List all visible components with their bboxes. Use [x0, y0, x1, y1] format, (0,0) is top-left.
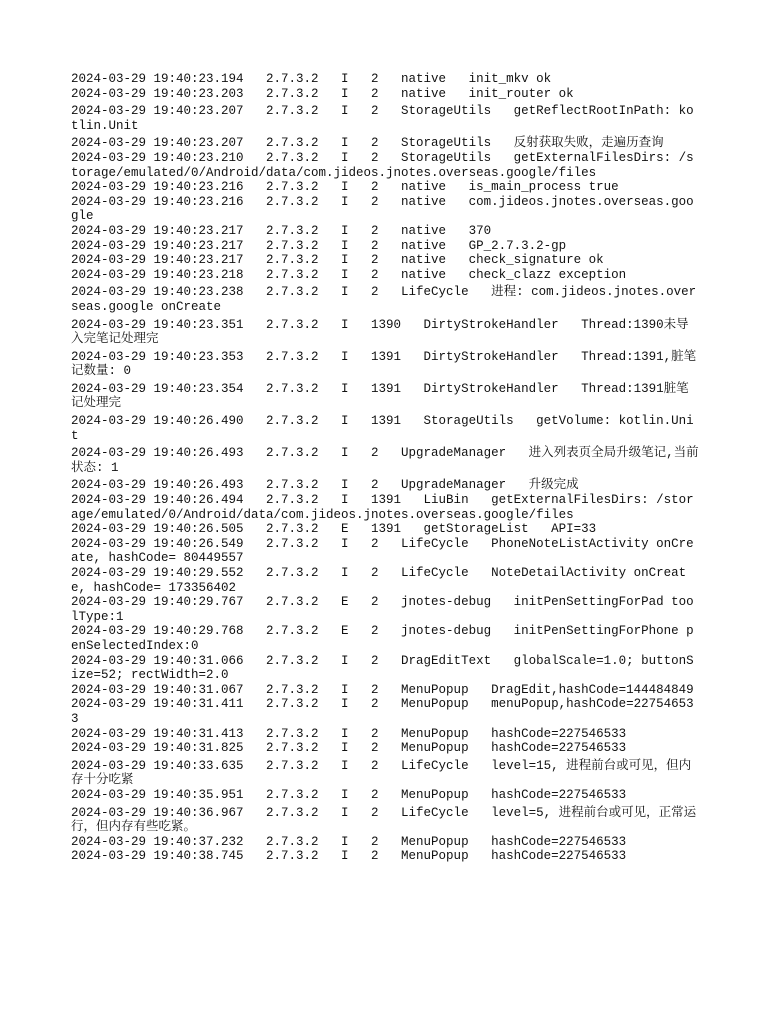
- log-line: 2024-03-29 19:40:23.218 2.7.3.2 I 2 native check_clazz exception: [71, 267, 627, 282]
- log-line: 2024-03-29 19:40:29.768 2.7.3.2 E 2 jnotes-debug initPenSettingForPhone penSelectedIndex:0: [71, 624, 694, 653]
- log-line: 2024-03-29 19:40:23.210 2.7.3.2 I 2 StorageUtils getExternalFilesDirs: /storage/emulated/0/Android/data/com.jideos.jnotes.overseas.google/files: [71, 150, 694, 180]
- log-line: 2024-03-29 19:40:23.353 2.7.3.2 I 1391 DirtyStrokeHandler Thread:1391,脏笔记数量: 0: [71, 349, 697, 379]
- log-line: 2024-03-29 19:40:23.207 2.7.3.2 I 2 StorageUtils getReflectRootInPath: kotlin.Unit: [71, 104, 694, 133]
- log-line: 2024-03-29 19:40:26.505 2.7.3.2 E 1391 getStorageList API=33: [71, 522, 597, 537]
- log-line: 2024-03-29 19:40:31.413 2.7.3.2 I 2 MenuPopup hashCode=227546533: [71, 726, 627, 741]
- log-document: [71, 72, 701, 864]
- log-line: 2024-03-29 19:40:29.767 2.7.3.2 E 2 jnotes-debug initPenSettingForPad toolType:1: [71, 595, 694, 624]
- log-line: 2024-03-29 19:40:26.549 2.7.3.2 I 2 LifeCycle PhoneNoteListActivity onCreate, hashCode= 80449557: [71, 536, 694, 566]
- log-line: 2024-03-29 19:40:26.490 2.7.3.2 I 1391 StorageUtils getVolume: kotlin.Unit: [71, 414, 694, 443]
- log-line: 2024-03-29 19:40:23.207 2.7.3.2 I 2 StorageUtils 反射获取失败，走遍历查询: [71, 136, 664, 151]
- log-line: 2024-03-29 19:40:23.216 2.7.3.2 I 2 native is_main_process true: [71, 180, 619, 195]
- log-line: 2024-03-29 19:40:26.493 2.7.3.2 I 2 UpgradeManager 进入列表页全局升级笔记,当前状态: 1: [71, 446, 699, 475]
- log-line: 2024-03-29 19:40:38.745 2.7.3.2 I 2 MenuPopup hashCode=227546533: [71, 849, 627, 864]
- log-line: 2024-03-29 19:40:26.494 2.7.3.2 I 1391 LiuBin getExternalFilesDirs: /storage/emulated/0/Android/data/com.jideos.jnotes.overseas.google/files: [71, 493, 694, 522]
- log-line: 2024-03-29 19:40:23.216 2.7.3.2 I 2 native com.jideos.jnotes.overseas.google: [71, 194, 694, 224]
- log-line: 2024-03-29 19:40:31.067 2.7.3.2 I 2 MenuPopup DragEdit,hashCode=144484849: [71, 682, 694, 697]
- log-line: 2024-03-29 19:40:36.967 2.7.3.2 I 2 LifeCycle level=5, 进程前台或可见，正常运行，但内存有些吃紧。: [71, 805, 697, 835]
- log-line: 2024-03-29 19:40:23.217 2.7.3.2 I 2 native 370: [71, 223, 492, 238]
- log-line: 2024-03-29 19:40:35.951 2.7.3.2 I 2 MenuPopup hashCode=227546533: [71, 787, 627, 802]
- log-line: 2024-03-29 19:40:33.635 2.7.3.2 I 2 LifeCycle level=15, 进程前台或可见，但内存十分吃紧: [71, 758, 692, 788]
- log-line: 2024-03-29 19:40:31.411 2.7.3.2 I 2 MenuPopup menuPopup,hashCode=227546533: [71, 697, 694, 726]
- log-line: 2024-03-29 19:40:31.066 2.7.3.2 I 2 DragEditText globalScale=1.0; buttonSize=52; rectWidth=2.0: [71, 653, 694, 683]
- log-line: 2024-03-29 19:40:31.825 2.7.3.2 I 2 MenuPopup hashCode=227546533: [71, 741, 627, 756]
- log-line: 2024-03-29 19:40:23.194 2.7.3.2 I 2 native init_mkv ok: [71, 72, 552, 86]
- log-line: 2024-03-29 19:40:23.217 2.7.3.2 I 2 native check_signature ok: [71, 253, 604, 268]
- log-line: 2024-03-29 19:40:29.552 2.7.3.2 I 2 LifeCycle NoteDetailActivity onCreate, hashCode= 173356402: [71, 566, 687, 595]
- log-line: 2024-03-29 19:40:23.203 2.7.3.2 I 2 native init_router ok: [71, 86, 574, 101]
- log-line: 2024-03-29 19:40:23.217 2.7.3.2 I 2 native GP_2.7.3.2-gp: [71, 238, 567, 253]
- log-line: 2024-03-29 19:40:23.238 2.7.3.2 I 2 LifeCycle 进程: com.jideos.jnotes.overseas.google onCreate: [71, 285, 697, 314]
- log-line: 2024-03-29 19:40:26.493 2.7.3.2 I 2 UpgradeManager 升级完成: [71, 478, 579, 493]
- log-line: 2024-03-29 19:40:23.354 2.7.3.2 I 1391 DirtyStrokeHandler Thread:1391脏笔记处理完: [71, 381, 689, 411]
- log-line: 2024-03-29 19:40:37.232 2.7.3.2 I 2 MenuPopup hashCode=227546533: [71, 834, 627, 849]
- log-line: 2024-03-29 19:40:23.351 2.7.3.2 I 1390 DirtyStrokeHandler Thread:1390未导入完笔记处理完: [71, 317, 689, 347]
